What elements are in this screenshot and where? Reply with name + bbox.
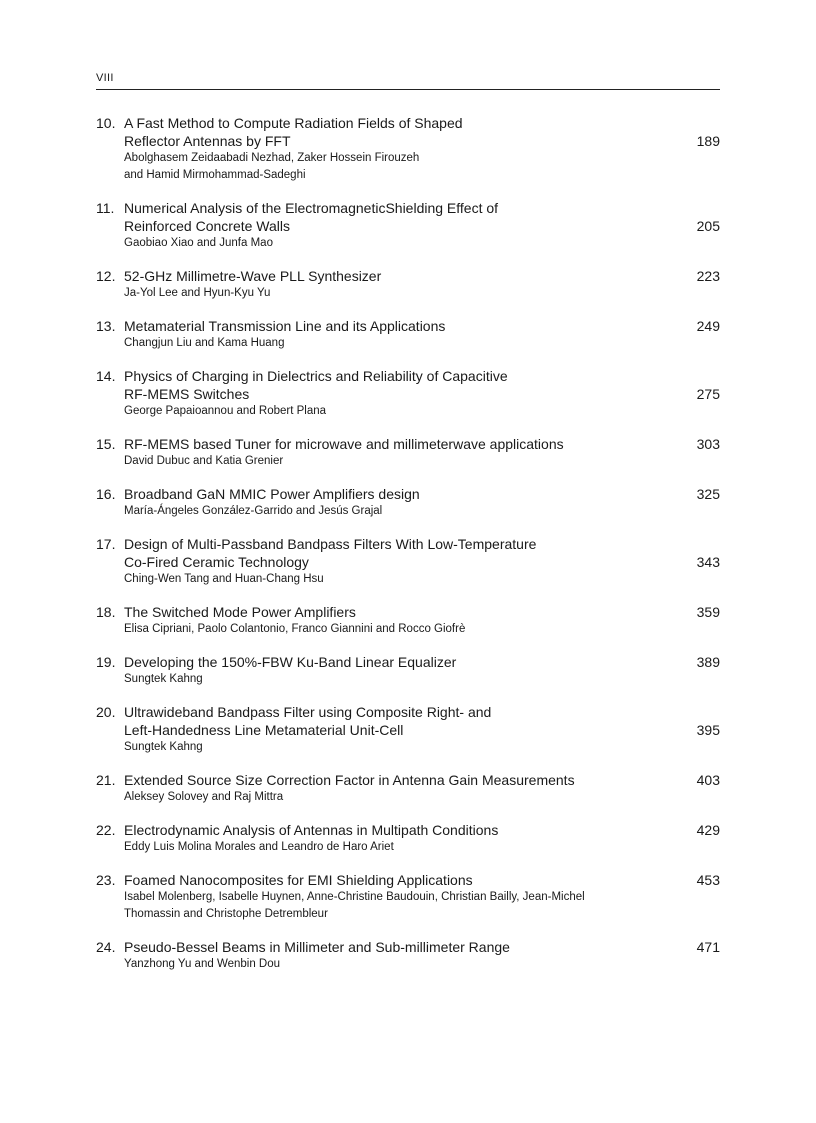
table-of-contents	[96, 114, 720, 988]
chapter-title-line: Co-Fired Ceramic Technology	[124, 554, 309, 570]
chapter-title-line: Developing the 150%-FBW Ku-Band Linear Equalizer	[124, 654, 457, 670]
page-number: VIII	[96, 72, 114, 84]
toc-entry	[96, 535, 720, 588]
chapter-title-line: Metamaterial Transmission Line and its Applications	[124, 318, 446, 334]
toc-entry	[96, 653, 720, 688]
chapter-authors-line: Ching-Wen Tang and Huan-Chang Hsu	[124, 573, 324, 585]
chapter-number: 12.	[96, 268, 116, 284]
toc-entry	[96, 938, 720, 973]
chapter-title-line: Extended Source Size Correction Factor in Antenna Gain Measurements	[124, 772, 575, 788]
chapter-number: 14.	[96, 368, 116, 384]
entry-body	[124, 367, 680, 420]
chapter-title-line: Reinforced Concrete Walls	[124, 218, 290, 234]
chapter-authors-line: and Hamid Mirmohammad-Sadeghi	[124, 169, 306, 181]
chapter-page-number: 429	[696, 822, 720, 838]
chapter-authors-line: Sungtek Kahng	[124, 741, 203, 753]
entry-body	[124, 485, 680, 520]
chapter-title-line: The Switched Mode Power Amplifiers	[124, 604, 356, 620]
page-header	[96, 72, 720, 90]
chapter-authors-line: Elisa Cipriani, Paolo Colantonio, Franco Giannini and Rocco Giofrè	[124, 623, 466, 635]
chapter-number: 17.	[96, 536, 116, 552]
toc-entry	[96, 703, 720, 756]
chapter-number: 13.	[96, 318, 116, 334]
entry-body	[124, 535, 680, 588]
chapter-authors-line: Sungtek Kahng	[124, 673, 203, 685]
toc-entry	[96, 367, 720, 420]
chapter-title-line: RF-MEMS based Tuner for microwave and millimeterwave applications	[124, 436, 564, 452]
chapter-title-line: RF-MEMS Switches	[124, 386, 250, 402]
chapter-page-number: 303	[696, 436, 720, 452]
chapter-authors-line: Thomassin and Christophe Detrembleur	[124, 908, 328, 920]
chapter-title-line: 52-GHz Millimetre-Wave PLL Synthesizer	[124, 268, 382, 284]
chapter-authors-line: Ja-Yol Lee and Hyun-Kyu Yu	[124, 287, 271, 299]
chapter-page-number: 471	[696, 939, 720, 955]
chapter-authors-line: María-Ángeles González-Garrido and Jesús Grajal	[124, 505, 383, 517]
toc-entry	[96, 317, 720, 352]
entry-body	[124, 821, 680, 856]
chapter-authors-line: Eddy Luis Molina Morales and Leandro de Haro Ariet	[124, 841, 394, 853]
toc-entry	[96, 435, 720, 470]
toc-entry	[96, 821, 720, 856]
entry-body	[124, 703, 680, 756]
chapter-title-line: Reflector Antennas by FFT	[124, 133, 291, 149]
chapter-number: 20.	[96, 704, 116, 720]
chapter-page-number: 249	[696, 318, 720, 334]
entry-body	[124, 771, 680, 806]
entry-body	[124, 871, 680, 923]
chapter-authors-line: George Papaioannou and Robert Plana	[124, 405, 327, 417]
chapter-authors-line: Yanzhong Yu and Wenbin Dou	[124, 958, 281, 970]
chapter-title-line: Foamed Nanocomposites for EMI Shielding Applications	[124, 872, 473, 888]
chapter-authors-line: David Dubuc and Katia Grenier	[124, 455, 284, 467]
chapter-number: 21.	[96, 772, 116, 788]
entry-body	[124, 199, 680, 252]
chapter-title-line: Ultrawideband Bandpass Filter using Composite Right- and	[124, 704, 492, 720]
chapter-page-number: 403	[696, 772, 720, 788]
chapter-page-number: 325	[696, 486, 720, 502]
chapter-number: 16.	[96, 486, 116, 502]
chapter-title-line: Pseudo-Bessel Beams in Millimeter and Sub-millimeter Range	[124, 939, 510, 955]
entry-body	[124, 317, 680, 352]
toc-entry	[96, 199, 720, 252]
chapter-number: 11.	[96, 200, 115, 216]
chapter-page-number: 275	[696, 386, 720, 402]
chapter-title-line: Numerical Analysis of the ElectromagneticShielding Effect of	[124, 200, 499, 216]
chapter-page-number: 453	[696, 872, 720, 888]
chapter-title-line: Physics of Charging in Dielectrics and Reliability of Capacitive	[124, 368, 508, 384]
chapter-number: 24.	[96, 939, 116, 955]
chapter-title-line: Electrodynamic Analysis of Antennas in Multipath Conditions	[124, 822, 499, 838]
chapter-authors-line: Isabel Molenberg, Isabelle Huynen, Anne-Christine Baudouin, Christian Bailly, Jean-Michel	[124, 891, 585, 903]
chapter-page-number: 395	[696, 722, 720, 738]
chapter-authors-line: Aleksey Solovey and Raj Mittra	[124, 791, 284, 803]
chapter-page-number: 389	[696, 654, 720, 670]
chapter-authors-line: Gaobiao Xiao and Junfa Mao	[124, 237, 273, 249]
toc-entry	[96, 871, 720, 923]
toc-entry	[96, 114, 720, 184]
chapter-number: 19.	[96, 654, 116, 670]
chapter-page-number: 223	[696, 268, 720, 284]
chapter-page-number: 343	[696, 554, 720, 570]
chapter-number: 23.	[96, 872, 116, 888]
entry-body	[124, 653, 680, 688]
entry-body	[124, 114, 680, 184]
entry-body	[124, 938, 680, 973]
chapter-number: 15.	[96, 436, 116, 452]
entry-body	[124, 435, 680, 470]
chapter-number: 22.	[96, 822, 116, 838]
chapter-title-line: A Fast Method to Compute Radiation Fields of Shaped	[124, 115, 463, 131]
chapter-authors-line: Changjun Liu and Kama Huang	[124, 337, 285, 349]
chapter-authors-line: Abolghasem Zeidaabadi Nezhad, Zaker Hossein Firouzeh	[124, 152, 420, 164]
toc-entry	[96, 485, 720, 520]
entry-body	[124, 267, 680, 302]
chapter-number: 18.	[96, 604, 116, 620]
chapter-page-number: 205	[696, 218, 720, 234]
entry-body	[124, 603, 680, 638]
chapter-title-line: Left-Handedness Line Metamaterial Unit-Cell	[124, 722, 404, 738]
chapter-title-line: Design of Multi-Passband Bandpass Filters With Low-Temperature	[124, 536, 537, 552]
toc-entry	[96, 771, 720, 806]
toc-entry	[96, 267, 720, 302]
toc-entry	[96, 603, 720, 638]
chapter-page-number: 189	[696, 133, 720, 149]
chapter-page-number: 359	[696, 604, 720, 620]
chapter-number: 10.	[96, 115, 116, 131]
chapter-title-line: Broadband GaN MMIC Power Amplifiers design	[124, 486, 420, 502]
